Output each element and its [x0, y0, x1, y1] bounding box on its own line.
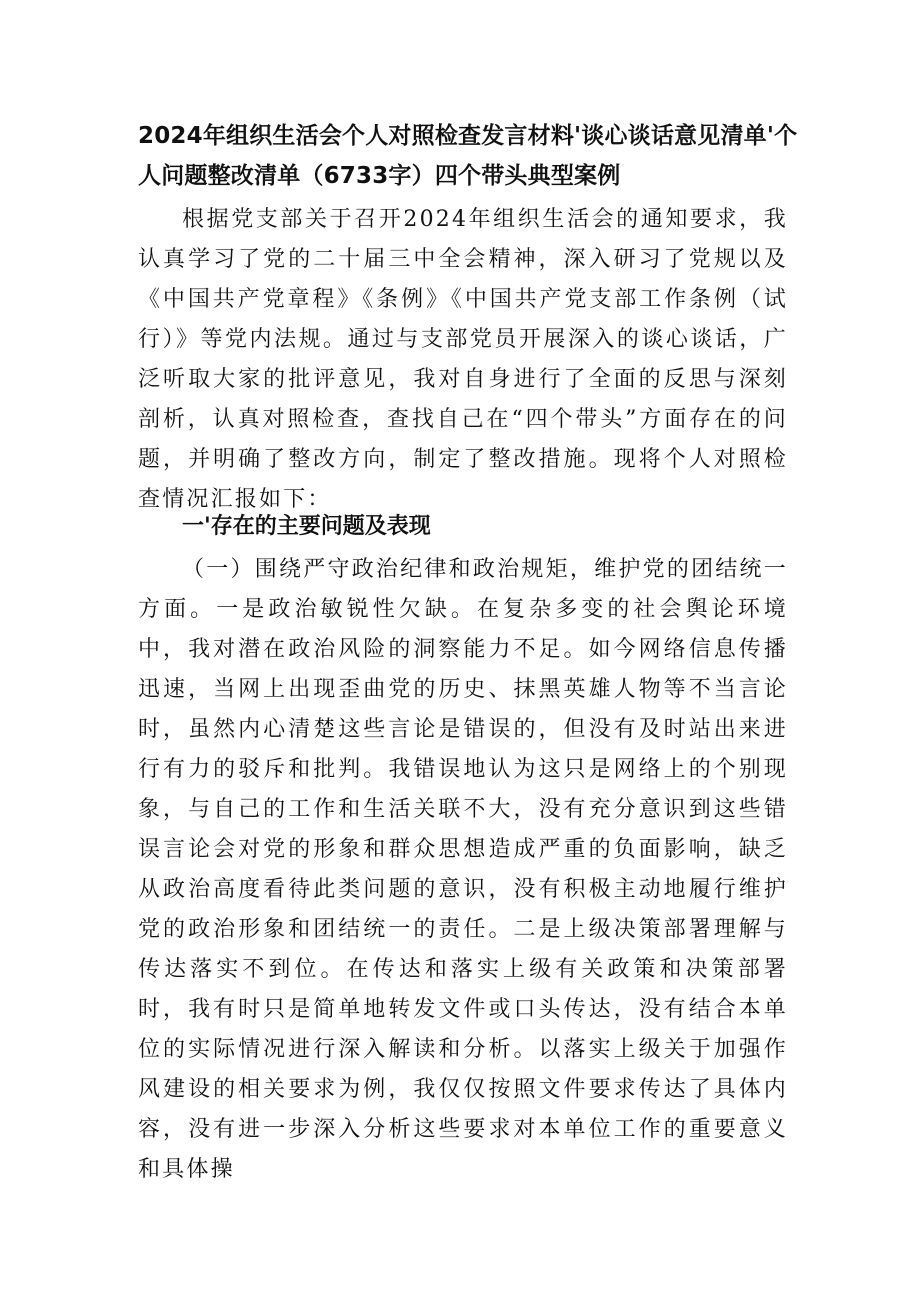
- intro-paragraph: 根据党支部关于召开2024年组织生活会的通知要求，我认真学习了党的二十届三中全会精神，深入研习了党规以及《中国共产党章程》《条例》《中国共产党支部工作条例（试行）》等党内法规。通过与支部党员开展深入的谈心谈话，广泛听取大家的批评意见，我对自身进行了全面的反思与深刻剖析，认真对照检查，查找自己在“四个带头”方面存在的问题，并明确了整改方向，制定了整改措施。现将个人对照检查情况汇报如下：: [138, 207, 788, 512]
- section-heading: 一'存在的主要问题及表现: [182, 514, 431, 539]
- section-paragraph: （一）围绕严守政治纪律和政治规矩，维护党的团结统一方面。一是政治敏锐性欠缺。在复杂多变的社会舆论环境中，我对潜在政治风险的洞察能力不足。如今网络信息传播迅速，当网上出现歪曲党的历史、抹黑英雄人物等不当言论时，虽然内心清楚这些言论是错误的，但没有及时站出来进行有力的驳斥和批判。我错误地认为这只是网络上的个别现象，与自己的工作和生活关联不大，没有充分意识到这些错误言论会对党的形象和群众思想造成严重的负面影响，缺乏从政治高度看待此类问题的意识，没有积极主动地履行维护党的政治形象和团结统一的责任。二是上级决策部署理解与传达落实不到位。在传达和落实上级有关政策和决策部署时，我有时只是简单地转发文件或口头传达，没有结合本单位的实际情况进行深入解读和分析。以落实上级关于加强作风建设的相关要求为例，我仅仅按照文件要求传达了具体内容，没有进一步深入分析这些要求对本单位工作的重要意义和具体操: [138, 557, 788, 1182]
- document-title: 2024年组织生活会个人对照检查发言材料'谈心谈话意见清单'个人问题整改清单（6733字）四个带头典型案例: [138, 123, 798, 189]
